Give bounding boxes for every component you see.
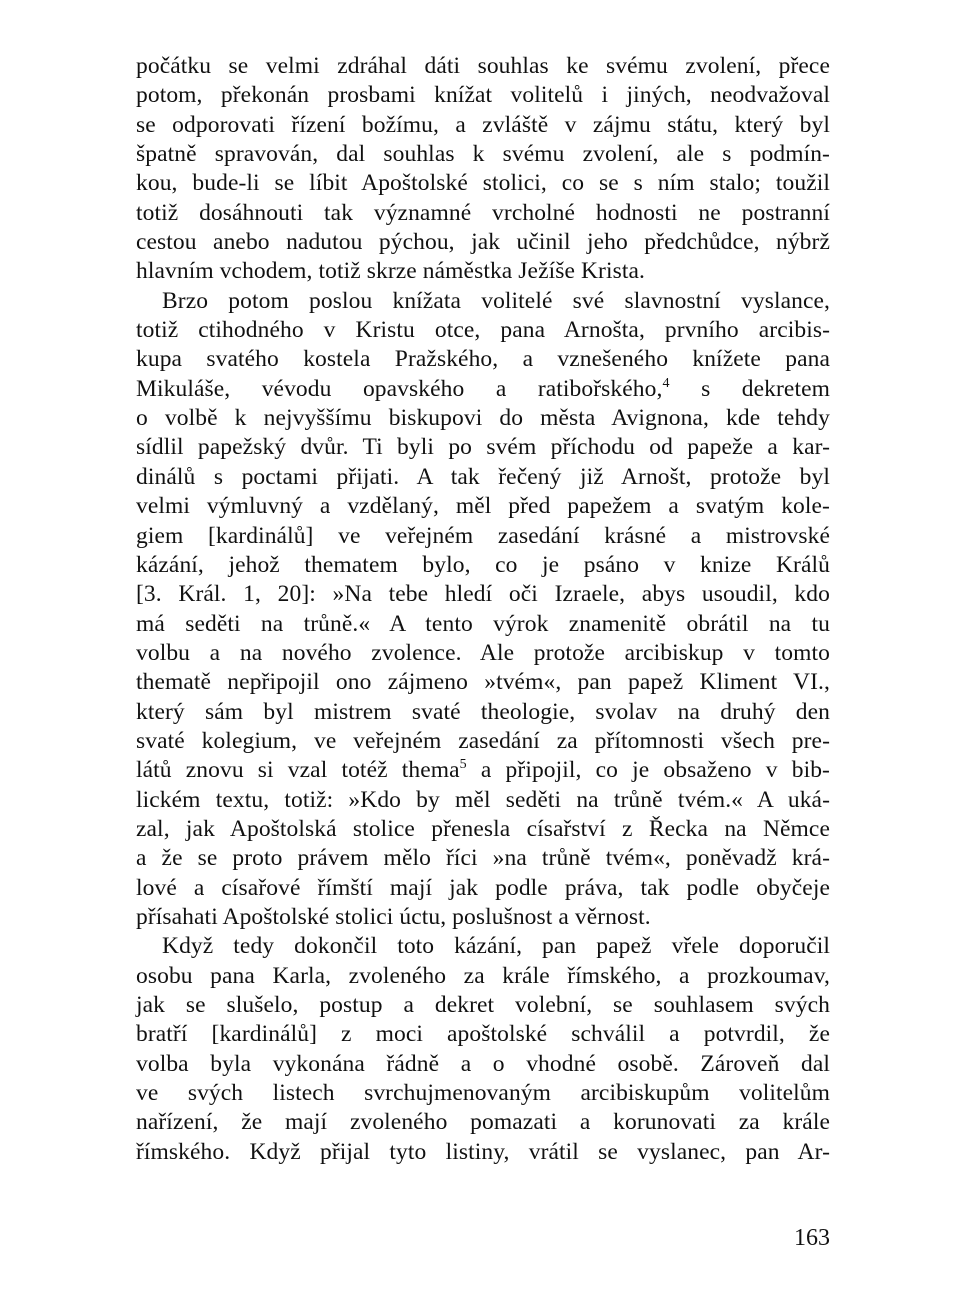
text-line: volbu a na nového zvolence. Ale protože arcibiskup v tomto — [136, 639, 830, 666]
text-line: kupa svatého kostela Pražského, a vznešeného knížete pana — [136, 346, 830, 373]
text-line: volba byla vykonána řádně a o vhodné osobě. Zároveň dal — [136, 1050, 830, 1077]
text-line: kou, bude-li se líbit Apoštolské stolici, co se s ním stalo; toužil — [136, 170, 830, 197]
text-line: Brzo potom poslou knížata volitelé své slavnostní vyslance, — [162, 287, 830, 314]
text-segment: Mikuláše, vévodu opavského a ratibořského, — [136, 375, 663, 402]
text-line: špatně spravován, dal souhlas k svému zvolení, ale s podmín- — [136, 141, 830, 168]
text-line: cestou anebo nadutou pýchou, jak učinil jeho předchůdce, nýbrž — [136, 229, 830, 256]
text-line: totiž dosáhnouti tak významné vrcholné hodnosti ne postranní — [136, 199, 830, 226]
text-line: giem [kardinálů] ve veřejném zasedání krásné a mistrovské — [136, 522, 830, 549]
text-line: ve svých listech svrchujmenovaným arcibiskupům volitelům — [136, 1080, 830, 1107]
text-line: Když tedy dokončil toto kázání, pan papež vřele doporučil — [162, 933, 830, 960]
text-line: římského. Když přijal tyto listiny, vrátil se vyslanec, pan Ar- — [136, 1138, 830, 1165]
text-line-with-footnote — [136, 756, 830, 785]
text-line: osobu pana Karla, zvoleného za krále římského, a prozkoumav, — [136, 962, 830, 989]
text-line: lickém textu, totiž: »Kdo by měl seděti na trůně tvém.« A uká- — [136, 786, 830, 813]
paragraph-3 — [136, 932, 830, 1167]
paragraph-1 — [136, 52, 830, 287]
text-line: totiž ctihodného v Kristu otce, pana Arnošta, prvního arcibis- — [136, 317, 830, 344]
text-segment: s dekretem — [669, 375, 831, 402]
text-line: lové a císařové římští mají jak podle práva, tak podle obyčeje — [136, 874, 830, 901]
text-line: o volbě k nejvyššímu biskupovi do města Avignona, kde tehdy — [136, 405, 830, 432]
text-line: potom, překonán prosbami knížat volitelů i jiných, neodvažoval — [136, 82, 830, 109]
text-line: jak se slušelo, postup a dekret volební, se souhlasem svých — [136, 992, 830, 1018]
text-line: kázání, jehož thematem bylo, co je psáno v knize Králů — [136, 551, 830, 578]
text-line-with-footnote — [136, 375, 830, 404]
text-line: který sám byl mistrem svaté theologie, svolav na druhý den — [136, 698, 830, 725]
text-line: a že se proto právem mělo říci »na trůně tvém«, poněvadž krá- — [136, 845, 830, 872]
text-line: se odporovati řízení božímu, a zvláště v zájmu státu, který byl — [136, 111, 830, 138]
page-number: 163 — [794, 1225, 830, 1251]
text-segment: a připojil, co je obsaženo v bib- — [466, 757, 830, 784]
body-text — [136, 52, 830, 1167]
text-line: velmi výmluvný a vzdělaný, měl před papežem a svatým kole- — [136, 493, 830, 520]
text-line: počátku se velmi zdráhal dáti souhlas ke svému zvolení, přece — [136, 53, 830, 79]
text-line: [3. Král. 1, 20]: »Na tebe hledí oči Izraele, abys usoudil, kdo — [136, 581, 830, 608]
text-line: zal, jak Apoštolská stolice přenesla císařství z Řecka na Němce — [136, 815, 830, 842]
footnote-mark: 5 — [459, 757, 467, 773]
text-line: hlavním vchodem, totiž skrze náměstka Ježíše Krista. — [136, 258, 645, 285]
text-line: přísahati Apoštolské stolici úctu, poslušnost a věrnost. — [136, 903, 651, 930]
text-line: bratří [kardinálů] z moci apoštolské schválil a potvrdil, že — [136, 1021, 830, 1048]
footnote-mark: 4 — [662, 375, 670, 391]
text-line: svaté kolegium, ve veřejném zasedání za přítomnosti všech pre- — [136, 727, 830, 754]
text-line: nařízení, že mají zvoleného pomazati a korunovati za krále — [136, 1109, 830, 1136]
text-segment: látů znovu si vzal totéž thema — [136, 757, 460, 784]
text-line: má seděti na trůně.« A tento výrok znamenitě obrátil na tu — [136, 610, 830, 637]
paragraph-2 — [136, 287, 830, 933]
text-line: sídlil papežský dvůr. Ti byli po svém příchodu od papeže a kar- — [136, 434, 830, 461]
text-line: dinálů s poctami přijati. A tak řečený již Arnošt, protože byl — [136, 463, 830, 490]
text-line: thematě nepřipojil ono zájmeno »tvém«, pan papež Kliment VI., — [136, 669, 830, 696]
